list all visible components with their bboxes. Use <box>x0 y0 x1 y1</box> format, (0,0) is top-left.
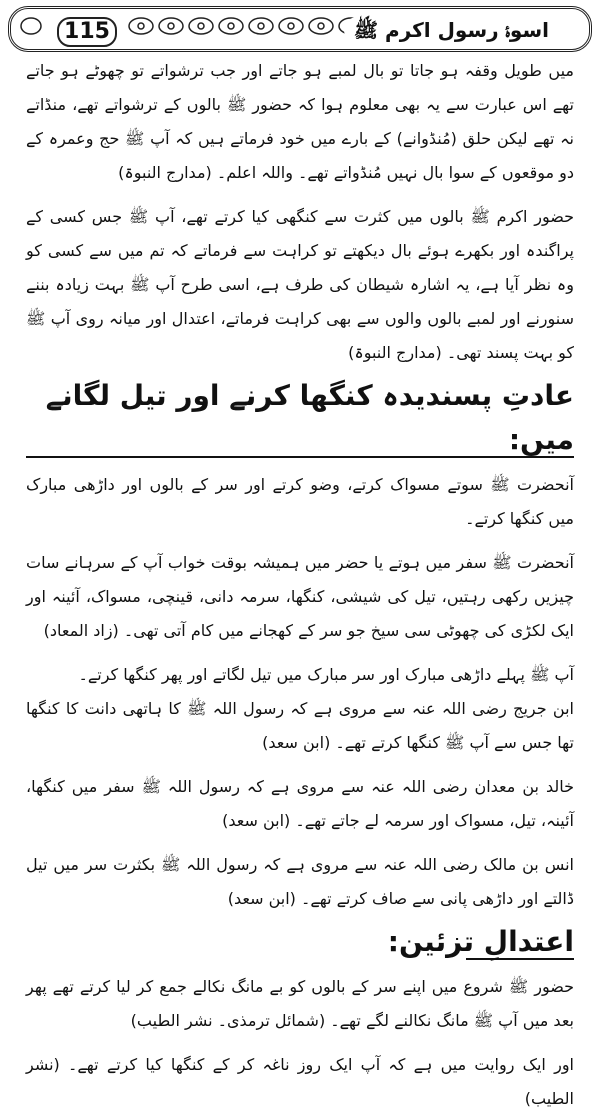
heading-underline <box>466 958 574 960</box>
paragraph: اور ایک روایت میں ہے کہ آپ ایک روز ناغہ کر کے کنگھا کیا کرتے تھے۔ (نشر الطیب) <box>26 1055 574 1108</box>
paragraph: حضور ﷺ شروع میں اپنے سر کے بالوں کو بے مانگ نکالے جمع کر لیا کرتے تھے پھر بعد میں آپ ﷺ مانگ نکالنے لگے تھے۔ (شمائل ترمذی۔ نشر الطیب) <box>26 977 574 1030</box>
page-header <box>8 6 592 52</box>
paragraph: حضور اکرم ﷺ بالوں میں کثرت سے کنگھی کیا کرتے تھے، آپ ﷺ جس کسی کے پراگندہ اور بکھرے ہوئے بال دیکھتے تو کراہت سے فرماتے کہ تم میں سے کسی کو وہ نظر آیا ہے، یہ اشارہ شیطان کی طرف ہے، اسی طرح آپ ﷺ بہت زیادہ بننے سنورنے اور لمبے بالوں والوں سے بھی کراہت فرماتے، اعتدال اور میانہ روی آپ ﷺ کو بہت پسند تھی۔ (مدارج النبوۃ) <box>26 207 574 362</box>
section-heading-text: عادتِ پسندیدہ کنگھا کرنے اور تیل لگانے میں: <box>45 379 574 456</box>
heading-underline <box>26 456 574 458</box>
paragraph: آپ ﷺ پہلے داڑھی مبارک اور سر مبارک میں تیل لگاتے اور پھر کنگھا کرتے۔ <box>78 665 574 684</box>
section-heading-text: اعتدالِ تزئین: <box>387 925 574 958</box>
book-title: اسوۂ رسول اکرم ﷺ <box>344 17 559 43</box>
paragraph: آنحضرت ﷺ سوتے مسواک کرتے، وضو کرتے اور سر کے بالوں اور داڑھی مبارک میں کنگھا کرتے۔ <box>26 475 574 528</box>
page-body <box>26 54 574 1116</box>
paragraph: میں طویل وقفہ ہو جاتا تو بال لمبے ہو جاتے اور جب ترشواتے تو چھوٹے ہو جاتے تھے اس عبارت سے یہ بھی معلوم ہوا کہ حضور ﷺ بالوں کے ترشواتے تھے، منڈاتے نہ تھے لیکن حلق (مُنڈوانے) کے بارے میں خود فرماتے ہیں کہ آپ ﷺ حج وعمرہ کے دو موقعوں کے سوا بال نہیں مُنڈواتے تھے۔ واللہ اعلم۔ (مدارج النبوۃ) <box>26 61 574 182</box>
paragraph: آنحضرت ﷺ سفر میں ہوتے یا حضر میں ہمیشہ بوقت خواب آپ کے سرہانے سات چیزیں رکھی رہتیں، تیل کی شیشی، کنگھا، سرمہ دانی، قینچی، مسواک، آئینہ اور ایک لکڑی کی چھوٹی سی سیخ جو سر کے کھجانے میں کام آتی تھی۔ (زاد المعاد) <box>26 553 574 640</box>
paragraph: انس بن مالک رضی اللہ عنہ سے مروی ہے کہ رسول اللہ ﷺ بکثرت سر میں تیل ڈالتے اور داڑھی پانی سے صاف کرتے تھے۔ (ابن سعد) <box>26 855 574 908</box>
section-heading <box>26 920 574 964</box>
page-number: 115 <box>57 17 117 47</box>
section-heading <box>26 374 574 462</box>
paragraph: خالد بن معدان رضی اللہ عنہ سے مروی ہے کہ رسول اللہ ﷺ سفر میں کنگھا، آئینہ، تیل، مسواک اور سرمہ لے جاتے تھے۔ (ابن سعد) <box>26 777 574 830</box>
paragraph: ابن جریج رضی اللہ عنہ سے مروی ہے کہ رسول اللہ ﷺ کا ہاتھی دانت کا کنگھا تھا جس سے آپ ﷺ کنگھا کرتے تھے۔ (ابن سعد) <box>26 699 574 752</box>
